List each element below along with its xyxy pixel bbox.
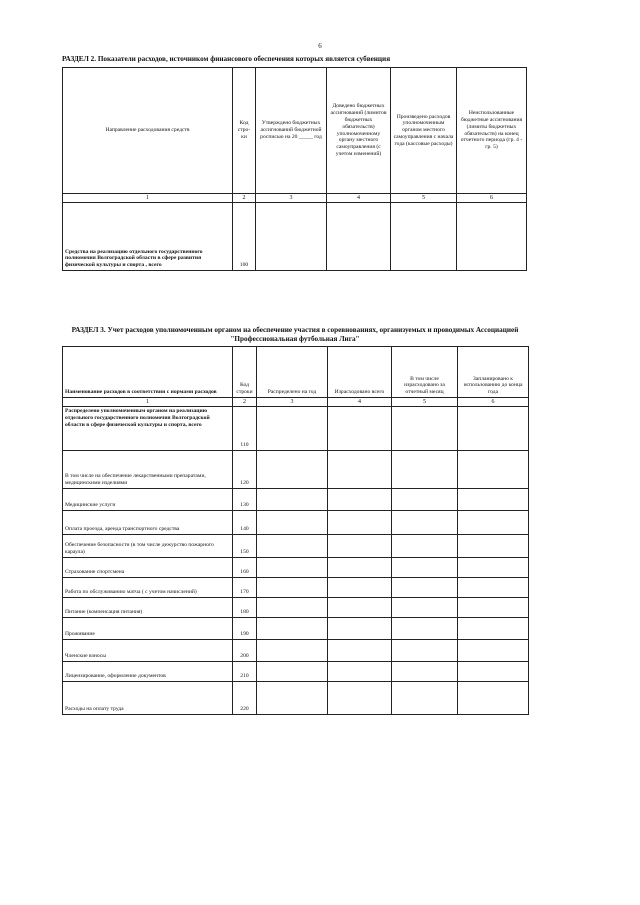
row-name: Расходы на оплату труда bbox=[63, 682, 233, 715]
value-cell[interactable] bbox=[458, 618, 529, 640]
value-cell[interactable] bbox=[392, 451, 458, 489]
row-name: Распределено уполномоченным органом на реализацию отдельного государственного полномочия Волгоградской области в сфере физической культуры и спорта, всего bbox=[63, 407, 233, 451]
row-name: Проживание bbox=[63, 618, 233, 640]
row-name: В том числе на обеспечение лекарственными препаратами, медицинскими изделиями bbox=[63, 451, 233, 489]
s2-colnum: 2 bbox=[233, 194, 256, 203]
row-name: Работа по обслуживанию матча ( с учетом начислений) bbox=[63, 578, 233, 598]
s2-colnum: 4 bbox=[327, 194, 391, 203]
table-row bbox=[63, 451, 529, 489]
s3-colnum: 4 bbox=[328, 398, 392, 407]
value-cell[interactable] bbox=[257, 407, 328, 451]
table-row bbox=[63, 618, 529, 640]
row-name: Лицензирование, оформление документов bbox=[63, 662, 233, 682]
value-cell[interactable] bbox=[257, 558, 328, 578]
row-name: Оплата проезда, аренда транспортного средства bbox=[63, 511, 233, 535]
s3-header-planned: Запланировано к использованию до конца года bbox=[458, 347, 529, 398]
value-cell[interactable] bbox=[257, 662, 328, 682]
table-row bbox=[63, 598, 529, 618]
value-cell[interactable] bbox=[257, 682, 328, 715]
value-cell[interactable] bbox=[328, 489, 392, 511]
row-code: 170 bbox=[233, 578, 257, 598]
table-row bbox=[63, 578, 529, 598]
value-cell[interactable] bbox=[458, 451, 529, 489]
value-cell[interactable] bbox=[391, 203, 457, 271]
s2-header-approved: Утверждено бюджетных ассигнований бюджетной росписью на 20 _____ год bbox=[256, 68, 327, 194]
value-cell[interactable] bbox=[457, 203, 527, 271]
s2-header-unused: Неиспользованные бюджетные ассигнования (лимиты бюджетных обязательств) на конец отчетного периода (гр. 4 - гр. 5) bbox=[457, 68, 527, 194]
value-cell[interactable] bbox=[257, 578, 328, 598]
value-cell[interactable] bbox=[328, 662, 392, 682]
row-code: 150 bbox=[233, 535, 257, 558]
row-code: 190 bbox=[233, 618, 257, 640]
value-cell[interactable] bbox=[392, 640, 458, 662]
table-row bbox=[63, 203, 527, 271]
s3-column-numbers bbox=[63, 398, 529, 407]
s3-header-spent-month: В том числе израсходовано за отчетный месяц bbox=[392, 347, 458, 398]
value-cell[interactable] bbox=[392, 511, 458, 535]
table-row bbox=[63, 640, 529, 662]
value-cell[interactable] bbox=[458, 578, 529, 598]
value-cell[interactable] bbox=[257, 535, 328, 558]
row-code: 140 bbox=[233, 511, 257, 535]
value-cell[interactable] bbox=[328, 558, 392, 578]
section3-table bbox=[62, 346, 529, 715]
section2-title: РАЗДЕЛ 2. Показатели расходов, источником финансового обеспечения которых является субвенция bbox=[62, 55, 391, 63]
value-cell[interactable] bbox=[458, 407, 529, 451]
value-cell[interactable] bbox=[257, 640, 328, 662]
s2-header-code: Код стро-ки bbox=[233, 68, 256, 194]
value-cell[interactable] bbox=[328, 407, 392, 451]
section3-header-row bbox=[63, 347, 529, 398]
value-cell[interactable] bbox=[392, 558, 458, 578]
value-cell[interactable] bbox=[257, 451, 328, 489]
value-cell[interactable] bbox=[256, 203, 327, 271]
table-row bbox=[63, 662, 529, 682]
value-cell[interactable] bbox=[328, 618, 392, 640]
value-cell[interactable] bbox=[392, 598, 458, 618]
row-name: Членские взносы bbox=[63, 640, 233, 662]
value-cell[interactable] bbox=[328, 535, 392, 558]
value-cell[interactable] bbox=[328, 451, 392, 489]
row-name: Питание (компенсация питания) bbox=[63, 598, 233, 618]
row-name: Обеспечение безопасности (в том числе дежурство пожарного караула) bbox=[63, 535, 233, 558]
s2-colnum: 1 bbox=[63, 194, 233, 203]
value-cell[interactable] bbox=[458, 489, 529, 511]
value-cell[interactable] bbox=[458, 662, 529, 682]
row-code: 120 bbox=[233, 451, 257, 489]
value-cell[interactable] bbox=[458, 558, 529, 578]
row-code: 110 bbox=[233, 407, 257, 451]
s2-header-direction: Направление расходования средств bbox=[63, 68, 233, 194]
s2-header-spent: Произведено расходов уполномоченным органом местного самоуправления с начала года (кассовые расходы) bbox=[391, 68, 457, 194]
row-code: 200 bbox=[233, 640, 257, 662]
table-row bbox=[63, 558, 529, 578]
value-cell[interactable] bbox=[257, 511, 328, 535]
s3-colnum: 5 bbox=[392, 398, 458, 407]
value-cell[interactable] bbox=[328, 598, 392, 618]
s3-header-name: Наименование расходов в соответствии с нормами расходов bbox=[63, 347, 233, 398]
s3-colnum: 6 bbox=[458, 398, 529, 407]
value-cell[interactable] bbox=[328, 578, 392, 598]
value-cell[interactable] bbox=[392, 578, 458, 598]
row-code: 160 bbox=[233, 558, 257, 578]
value-cell[interactable] bbox=[458, 535, 529, 558]
table-row bbox=[63, 407, 529, 451]
value-cell[interactable] bbox=[392, 682, 458, 715]
row-code: 130 bbox=[233, 489, 257, 511]
row-code: 220 bbox=[233, 682, 257, 715]
value-cell[interactable] bbox=[257, 489, 328, 511]
table-row bbox=[63, 511, 529, 535]
row-name: Средства на реализацию отдельного государственного полномочия Волгоградской области в сфере развития физической культуры и спорта , всего bbox=[63, 203, 233, 271]
value-cell[interactable] bbox=[328, 511, 392, 535]
value-cell[interactable] bbox=[328, 640, 392, 662]
value-cell[interactable] bbox=[392, 407, 458, 451]
s3-header-spent-total: Израсходовано всего bbox=[328, 347, 392, 398]
s3-colnum: 3 bbox=[257, 398, 328, 407]
value-cell[interactable] bbox=[458, 682, 529, 715]
row-name: Страхование спортсмена bbox=[63, 558, 233, 578]
page-number: 6 bbox=[318, 42, 322, 50]
value-cell[interactable] bbox=[458, 511, 529, 535]
value-cell[interactable] bbox=[392, 618, 458, 640]
value-cell[interactable] bbox=[392, 662, 458, 682]
value-cell[interactable] bbox=[327, 203, 391, 271]
row-code: 100 bbox=[233, 203, 256, 271]
s3-header-code: Код строки bbox=[233, 347, 257, 398]
table-row bbox=[63, 682, 529, 715]
row-name: Медицинские услуги bbox=[63, 489, 233, 511]
s2-header-delivered: Доведено бюджетных ассигнований (лимитов бюджетных обязательств) уполномоченному органу местного самоуправления (с учетом изменений) bbox=[327, 68, 391, 194]
value-cell[interactable] bbox=[392, 489, 458, 511]
row-code: 210 bbox=[233, 662, 257, 682]
value-cell[interactable] bbox=[257, 598, 328, 618]
s3-header-distributed: Распределено на год bbox=[257, 347, 328, 398]
s2-colnum: 5 bbox=[391, 194, 457, 203]
section2-table bbox=[62, 67, 527, 271]
value-cell[interactable] bbox=[257, 618, 328, 640]
table-row bbox=[63, 489, 529, 511]
s2-colnum: 6 bbox=[457, 194, 527, 203]
row-code: 180 bbox=[233, 598, 257, 618]
s2-colnum: 3 bbox=[256, 194, 327, 203]
section2-header-row bbox=[63, 68, 527, 194]
value-cell[interactable] bbox=[458, 598, 529, 618]
value-cell[interactable] bbox=[392, 535, 458, 558]
s3-colnum: 1 bbox=[63, 398, 233, 407]
value-cell[interactable] bbox=[328, 682, 392, 715]
value-cell[interactable] bbox=[458, 640, 529, 662]
s2-column-numbers bbox=[63, 194, 527, 203]
s3-colnum: 2 bbox=[233, 398, 257, 407]
table-row bbox=[63, 535, 529, 558]
section3-title: РАЗДЕЛ 3. Учет расходов уполномоченным органом на обеспечение участия в соревнованиях, организуемых и проводимых Ассоциацией "Профессиональная футбольная Лига" bbox=[71, 326, 519, 343]
